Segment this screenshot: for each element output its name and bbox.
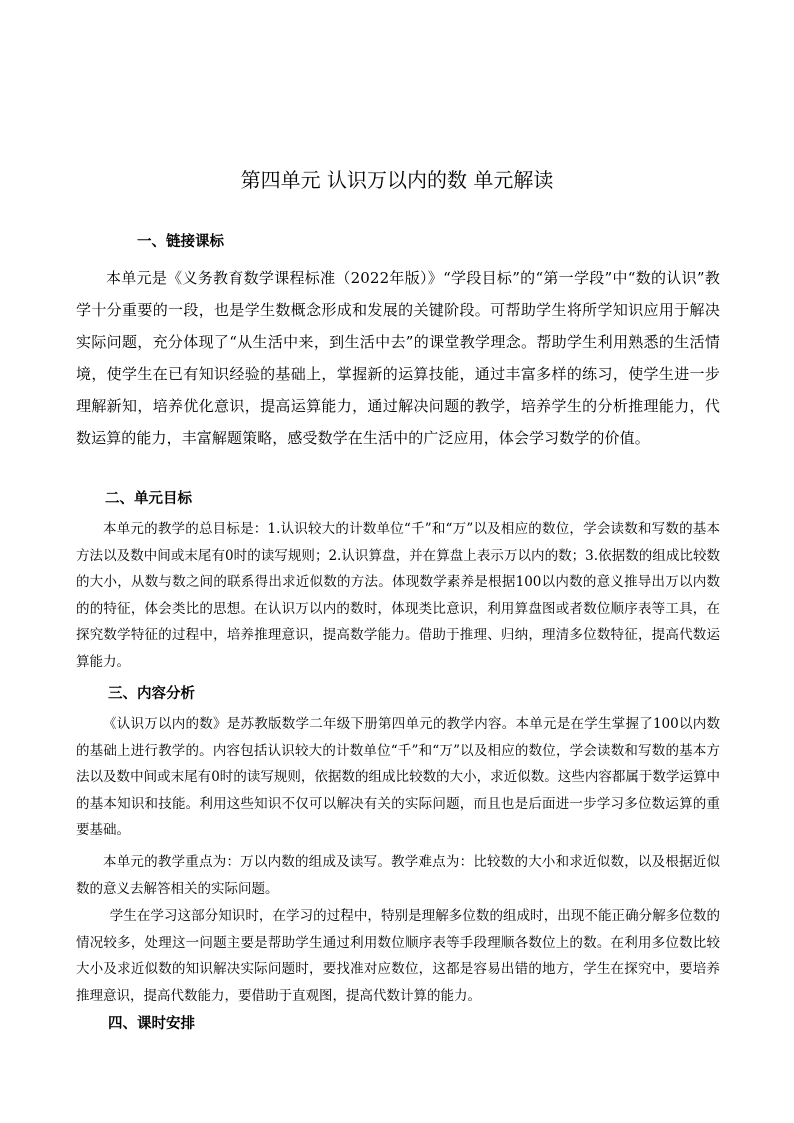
section-heading-lesson-schedule: 四、课时安排: [108, 1016, 195, 1032]
section-heading-goals: 二、单元目标: [105, 491, 192, 507]
teaching-focus-paragraph: 本单元的教学重点为：万以内数的组成及读写。教学难点为：比较数的大小和求近似数，以及根据近似数的意义去解答相关的实际问题。: [76, 854, 720, 897]
section-heading-content-analysis: 三、内容分析: [108, 686, 195, 702]
standards-paragraph: 本单元是《义务教育数学课程标准（2022年版）》“学段目标”的“第一学段”中“数的认识”教学十分重要的一段，也是学生数概念形成和发展的关键阶段。可帮助学生将所学知识应用于解决实际问题，充分体现了“从生活中来，到生活中去”的课堂教学理念。帮助学生利用熟悉的生活情境，使学生在已有知识经验的基础上，掌握新的运算技能，通过丰富多样的练习，使学生进一步理解新知，培养优化意识，提高运算能力，通过解决问题的教学，培养学生的分析推理能力，代数运算的能力，丰富解题策略，感受数学在生活中的广泛应用，体会学习数学的价值。: [76, 269, 720, 447]
learning-difficulty-paragraph: 学生在学习这部分知识时，在学习的过程中，特别是理解多位数的组成时，出现不能正确分解多位数的情况较多，处理这一问题主要是帮助学生通过利用数位顺序表等手段理顺各数位上的数。在利用多位数比较大小及求近似数的知识解决实际问题时，要找准对应数位，这都是容易出错的地方，学生在探究中，要培养推理意识，提高代数能力，要借助于直观图，提高代数计算的能力。: [76, 908, 720, 1004]
section-heading-standards: 一、链接课标: [137, 234, 224, 250]
content-analysis-paragraph: 《认识万以内的数》是苏教版数学二年级下册第四单元的教学内容。本单元是在学生掌握了100以内数的基础上进行教学的。内容包括认识较大的计数单位“千”和“万”以及相应的数位，学会读数和写数的基本方法以及数中间或末尾有0时的读写规则，依据数的组成比较数的大小，求近似数。这些内容都属于数学运算中的基本知识和技能。利用这些知识不仅可以解决有关的实际问题，而且也是后面进一步学习多位数运算的重要基础。: [76, 716, 720, 838]
document-title: 第四单元 认识万以内的数 单元解读: [240, 168, 554, 192]
goals-paragraph: 本单元的教学的总目标是：1.认识较大的计数单位“千”和“万”以及相应的数位，学会读数和写数的基本方法以及数中间或末尾有0时的读写规则；2.认识算盘，并在算盘上表示万以内的数；3.依据数的组成比较数的大小，从数与数之间的联系得出求近似数的方法。体现数学素养是根据100以内数的意义推导出万以内数的的特征，体会类比的思想。在认识万以内的数时，体现类比意识，利用算盘图或者数位顺序表等工具，在探究数学特征的过程中，培养推理意识，提高数学能力。借助于推理、归纳，理清多位数特征，提高代数运算能力。: [76, 521, 720, 670]
